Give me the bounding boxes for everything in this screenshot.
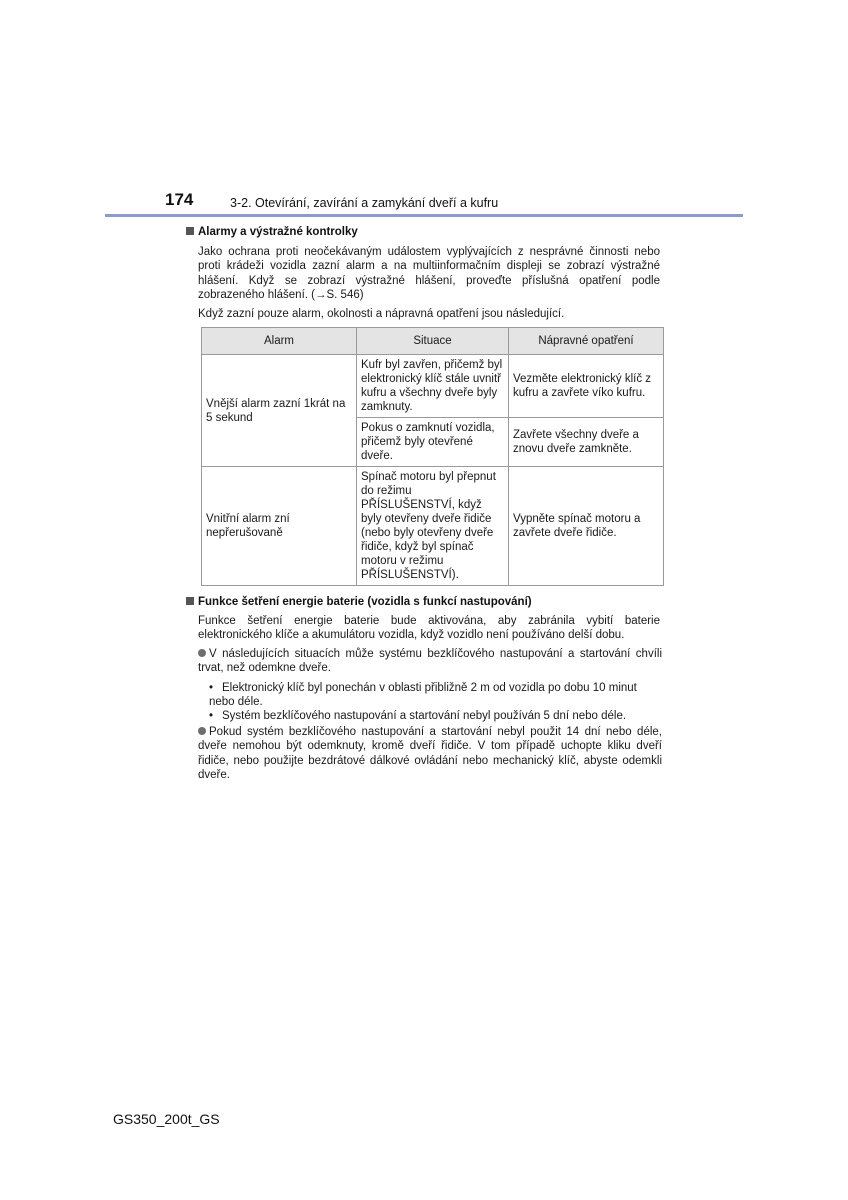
square-bullet-icon: [186, 597, 194, 605]
sub-item-text: Systém bezklíčového nastupování a startování nebyl používán 5 dní nebo déle.: [222, 710, 627, 722]
header-action: Nápravné opatření: [509, 328, 664, 355]
alarm-table: [201, 327, 664, 586]
table-intro: Když zazní pouze alarm, okolnosti a nápravná opatření jsou následující.: [198, 308, 565, 320]
bullet-item: [198, 647, 662, 676]
battery-heading-text: Funkce šetření energie baterie (vozidla s funkcí nastupování): [198, 596, 532, 608]
action-cell: Vypněte spínač motoru a zavřete dveře řidiče.: [509, 467, 664, 586]
circle-bullet-icon: [198, 649, 206, 657]
model-code-footer: GS350_200t_GS: [113, 1111, 220, 1127]
bullet-text: Pokud systém bezklíčového nastupování a startování nebyl použit 14 dní nebo déle, dveře nemohou být odemknuty, kromě dveří řidiče. V tom případě uchopte kliku dveří řidiče, nebo použijte bezdrátové dálkové ovládání nebo mechanický klíč, abyste odemkli dveře.: [198, 726, 662, 782]
header-situation: Situace: [357, 328, 509, 355]
section-title: 3-2. Otevírání, zavírání a zamykání dveří a kufru: [230, 196, 499, 210]
battery-heading: [186, 596, 532, 608]
bullet-item: [198, 725, 662, 783]
alarms-heading-text: Alarmy a výstražné kontrolky: [198, 226, 358, 238]
battery-intro: Funkce šetření energie baterie bude aktivována, aby zabránila vybití baterie elektronického klíče a akumulátoru vozidla, když vozidlo není používáno delší dobu.: [198, 615, 660, 642]
table-row: [202, 467, 664, 586]
sub-item-text: Elektronický klíč byl ponechán v oblasti přibližně 2 m od vozidla po dobu 10 minut nebo déle.: [209, 682, 637, 709]
situation-cell: Pokus o zamknutí vozidla, přičemž byly otevřené dveře.: [357, 418, 509, 467]
action-cell: Vezměte elektronický klíč z kufru a zavřete víko kufru.: [509, 355, 664, 418]
header-divider: [105, 214, 743, 217]
square-bullet-icon: [186, 227, 194, 235]
table-header-row: [202, 328, 664, 355]
situation-cell: Spínač motoru byl přepnut do režimu PŘÍSLUŠENSTVÍ, když byly otevřeny dveře řidiče (nebo byly otevřeny dveře řidiče, když byl spínač motoru v režimu PŘÍSLUŠENSTVÍ).: [357, 467, 509, 586]
circle-bullet-icon: [198, 727, 206, 735]
dot-marker-icon: •: [209, 682, 214, 694]
action-cell: Zavřete všechny dveře a znovu dveře zamkněte.: [509, 418, 664, 467]
alarm-cell: Vnitřní alarm zní nepřerušovaně: [202, 467, 357, 586]
situation-cell: Kufr byl zavřen, přičemž byl elektronický klíč stále uvnitř kufru a všechny dveře byly zamknuty.: [357, 355, 509, 418]
bullet-text: V následujících situacích může systému bezklíčového nastupování a startování chvíli trvat, než odemkne dveře.: [198, 648, 662, 675]
alarms-intro: Jako ochrana proti neočekávaným událostem vyplývajících z nesprávné činnosti nebo proti krádeži vozidla zazní alarm a na multiinformačním displeji se zobrazí výstražné hlášení. Když se zobrazí výstražné hlášení, proveďte příslušná opatření podle zobrazeného hlášení. (→S. 546): [198, 246, 660, 302]
alarms-heading: [186, 226, 358, 238]
page-number: 174: [165, 190, 194, 209]
alarm-cell: Vnější alarm zazní 1krát na 5 sekund: [202, 355, 357, 467]
sub-list-item: [209, 709, 661, 723]
dot-marker-icon: •: [209, 710, 214, 722]
sub-list-item: [209, 681, 661, 710]
header-alarm: Alarm: [202, 328, 357, 355]
table-row: [202, 355, 664, 418]
